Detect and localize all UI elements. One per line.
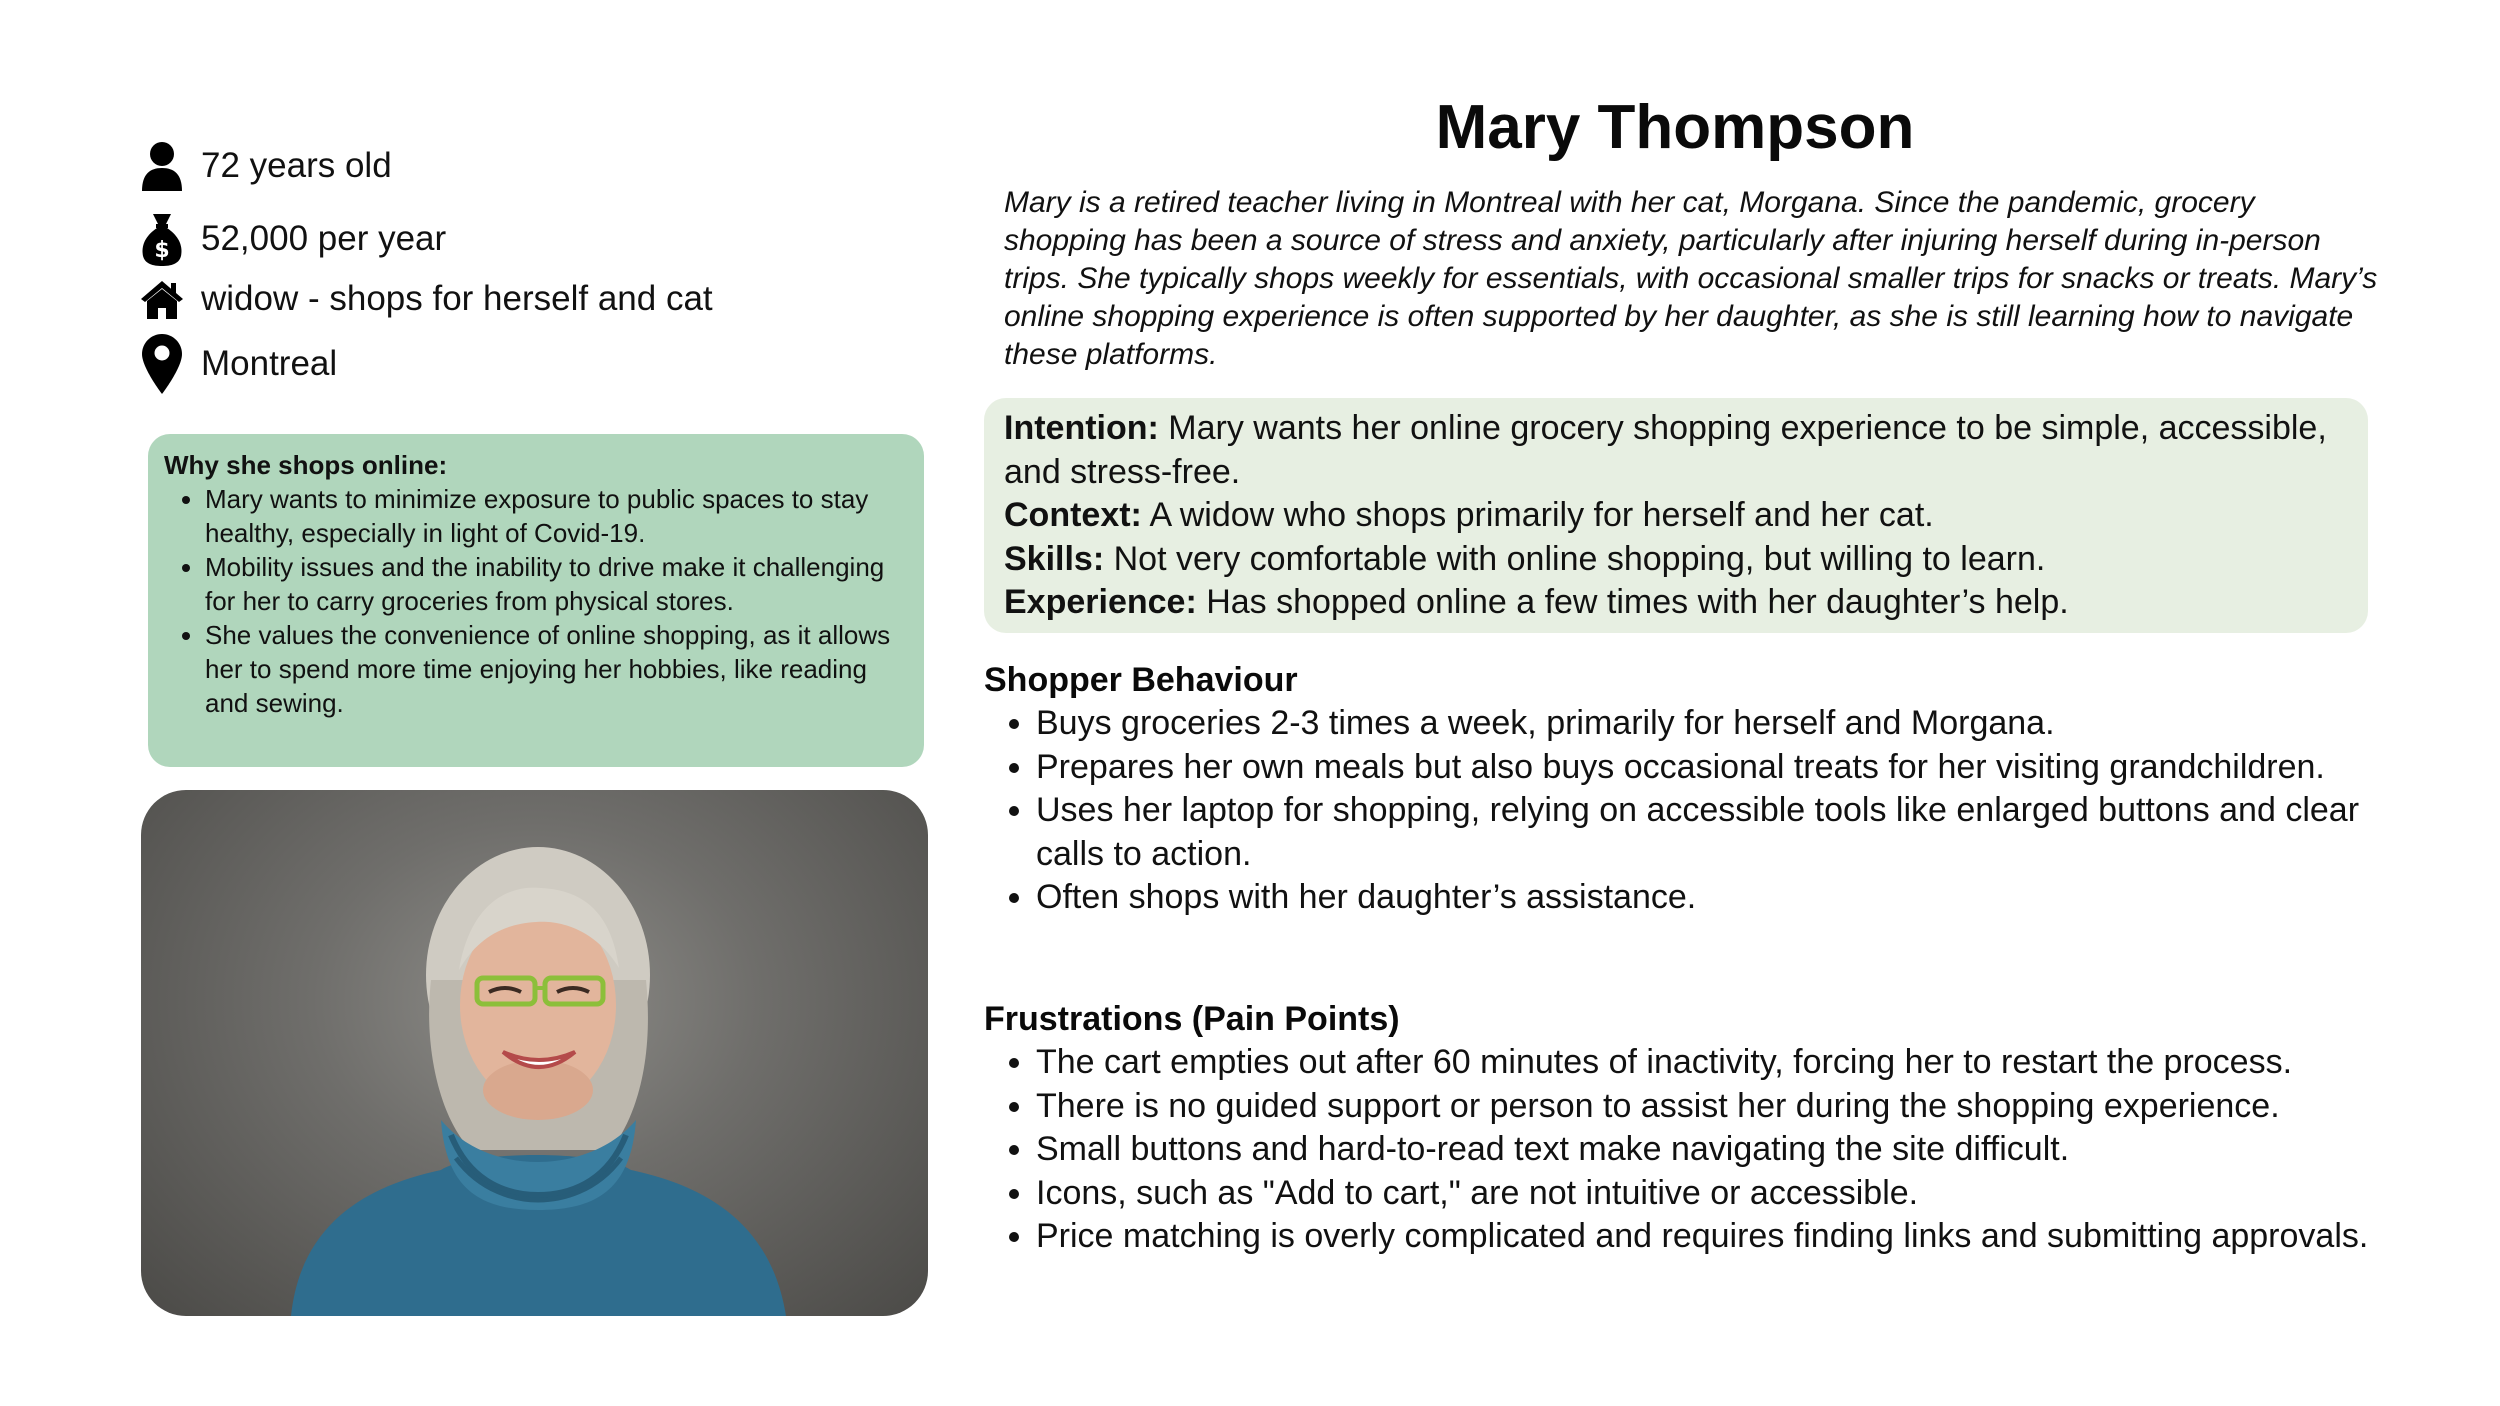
why-shops-online-title: Why she shops online: [164,450,448,480]
skills-row [1004,538,2348,582]
skills-text: Not very comfortable with online shopping, but willing to learn. [1113,539,2046,578]
list-item: • Price matching is overly complicated and requires finding links and submitting approvals. [1036,1215,2426,1259]
money-bag-icon [140,213,184,265]
frustrations-list [984,1041,2426,1259]
list-item: • Small buttons and hard-to-read text make navigating the site difficult. [1036,1128,2426,1172]
fact-location-text: Montreal [201,344,338,383]
persona-photo [141,790,928,1316]
context-row [1004,494,2348,538]
fact-age-text: 72 years old [201,146,392,185]
list-item: • Mobility issues and the inability to drive make it challenging for her to carry groceries from physical stores. [205,550,904,618]
shopper-behaviour-list [984,702,2426,920]
context-text: A widow who shops primarily for herself and her cat. [1149,496,1934,534]
fact-household [140,273,713,325]
list-item: • Uses her laptop for shopping, relying on accessible tools like enlarged buttons and clear calls to action. [1036,789,2426,876]
intention-label: Intention: [1004,409,1159,447]
persona-intro: Mary is a retired teacher living in Montreal with her cat, Morgana. Since the pandemic, grocery shopping has been a source of stress and anxiety, particularly after injuring herself during in-person trips. She typically shops weekly for essentials, with occasional smaller trips for snacks or treats. Mary’s online shopping experience is often supported by her daughter, as she is still learning how to navigate these platforms. [1004,186,2378,371]
experience-row [1004,581,2348,625]
svg-text:$: $ [154,238,170,263]
fact-age [140,140,392,192]
list-item: • Often shops with her daughter’s assistance. [1036,876,2426,920]
intention-row [1004,407,2348,494]
fact-location [140,338,337,390]
fact-income-text: 52,000 per year [201,219,447,258]
list-item: • There is no guided support or person to assist her during the shopping experience. [1036,1085,2426,1129]
why-shops-online-list [164,482,904,720]
context-label: Context: [1004,496,1142,534]
list-item: • She values the convenience of online shopping, as it allows her to spend more time enjoying her hobbies, like reading and sewing. [205,618,904,720]
location-pin-icon [140,338,184,390]
persona-context-box [984,398,2368,633]
shopper-behaviour-title: Shopper Behaviour [984,661,1298,699]
home-icon [140,273,184,325]
intention-text: Mary wants her online grocery shopping experience to be simple, accessible, and stress-free. [1004,409,2327,491]
list-item: • Icons, such as "Add to cart," are not intuitive or accessible. [1036,1172,2426,1216]
experience-text: Has shopped online a few times with her daughter’s help. [1206,583,2069,621]
experience-label: Experience: [1004,583,1197,621]
why-shops-online-box [148,434,924,767]
list-item: • Buys groceries 2-3 times a week, primarily for herself and Morgana. [1036,702,2426,746]
list-item: • The cart empties out after 60 minutes of inactivity, forcing her to restart the process. [1036,1041,2426,1085]
fact-income [140,213,446,265]
person-icon [140,140,184,192]
list-item: • Prepares her own meals but also buys occasional treats for her visiting grandchildren. [1036,746,2426,790]
frustrations-title: Frustrations (Pain Points) [984,1000,1400,1038]
fact-household-text: widow - shops for herself and cat [201,279,713,318]
persona-name: Mary Thompson [1435,93,1915,162]
skills-label: Skills: [1004,539,1105,578]
list-item: • Mary wants to minimize exposure to public spaces to stay healthy, especially in light of Covid-19. [205,482,904,550]
